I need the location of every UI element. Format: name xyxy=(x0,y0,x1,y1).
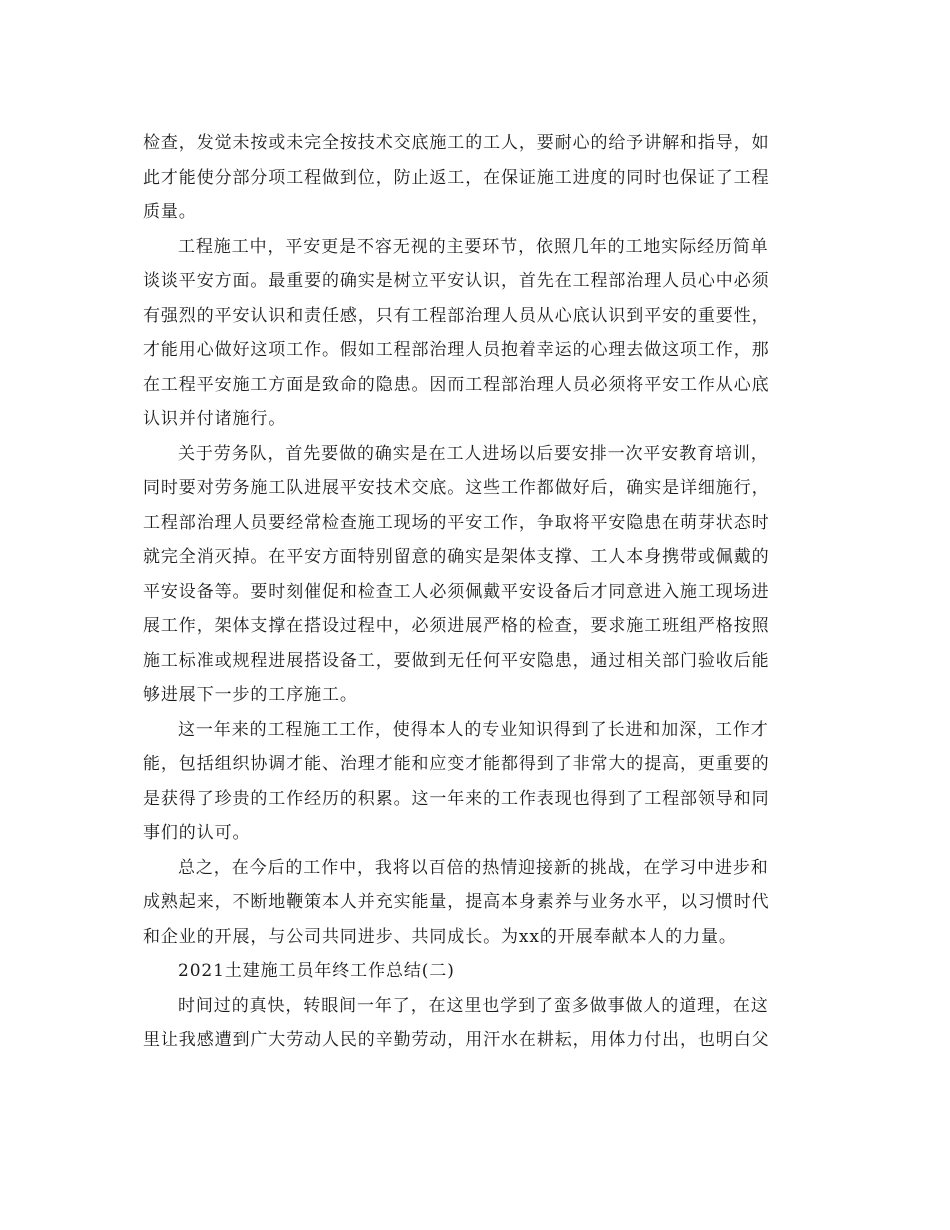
text-line: 工程施工中，平安更是不容无视的主要环节，依照几年的工地实际经历简单 xyxy=(178,236,769,257)
text-line: 工程部治理人员要经常检查施工现场的平安工作，争取将平安隐患在萌芽状态时 xyxy=(143,512,770,533)
text-line: 这一年来的工程施工工作，使得本人的专业知识得到了长进和加深，工作才 xyxy=(178,719,769,740)
text-line: 2021土建施工员年终工作总结(二) xyxy=(178,961,455,981)
text-line: 同时要对劳务施工队进展平安技术交底。这些工作都做好后，确实是详细施行， xyxy=(143,478,770,498)
text-line: 关于劳务队，首先要做的确实是在工人进场以后要安排一次平安教育培训， xyxy=(178,443,769,464)
text-line: 和企业的开展，与公司共同进步、共同成长。为xx的开展奉献本人的力量。 xyxy=(143,926,737,947)
text-line: 谈谈平安方面。最重要的确实是树立平安认识，首先在工程部治理人员心中必须 xyxy=(143,271,770,291)
text-line: 够进展下一步的工序施工。 xyxy=(143,685,358,705)
text-line: 成熟起来，不断地鞭策本人并充实能量，提高本身素养与业务水平，以习惯时代 xyxy=(143,892,770,912)
text-line: 展工作，架体支撑在搭设过程中，必须进展严格的检查，要求施工班组严格按照 xyxy=(143,616,770,636)
text-line: 总之，在今后的工作中，我将以百倍的热情迎接新的挑战，在学习中进步和 xyxy=(178,857,769,878)
text-line: 平安设备等。要时刻催促和检查工人必须佩戴平安设备后才同意进入施工现场进 xyxy=(143,581,770,602)
text-line: 此才能使分部分项工程做到位，防止返工，在保证施工进度的同时也保证了工程 xyxy=(143,167,770,188)
text-line: 施工标准或规程进展搭设备工，要做到无任何平安隐患，通过相关部门验收后能 xyxy=(143,650,770,671)
text-line: 在工程平安施工方面是致命的隐患。因而工程部治理人员必须将平安工作从心底 xyxy=(143,374,770,395)
document-body xyxy=(143,126,799,1058)
text-line: 认识并付诸施行。 xyxy=(143,409,287,429)
text-line: 就完全消灭掉。在平安方面特别留意的确实是架体支撑、工人本身携带或佩戴的 xyxy=(143,547,770,567)
text-line: 才能用心做好这项工作。假如工程部治理人员抱着幸运的心理去做这项工作，那 xyxy=(143,340,770,360)
text-line: 时间过的真快，转眼间一年了，在这里也学到了蛮多做事做人的道理，在这 xyxy=(178,995,769,1016)
text-line: 有强烈的平安认识和责任感，只有工程部治理人员从心底认识到平安的重要性， xyxy=(143,305,770,326)
text-line: 质量。 xyxy=(143,202,197,222)
text-line: 检查，发觉未按或未完全按技术交底施工的工人，要耐心的给予讲解和指导，如 xyxy=(143,133,770,153)
text-line: 是获得了珍贵的工作经历的积累。这一年来的工作表现也得到了工程部领导和同 xyxy=(143,788,770,809)
text-line: 事们的认可。 xyxy=(143,823,251,843)
text-line: 能，包括组织协调才能、治理才能和应变才能都得到了非常大的提高，更重要的 xyxy=(143,754,770,774)
text-line: 里让我感遭到广大劳动人民的辛勤劳动，用汗水在耕耘，用体力付出，也明白父 xyxy=(143,1030,770,1050)
